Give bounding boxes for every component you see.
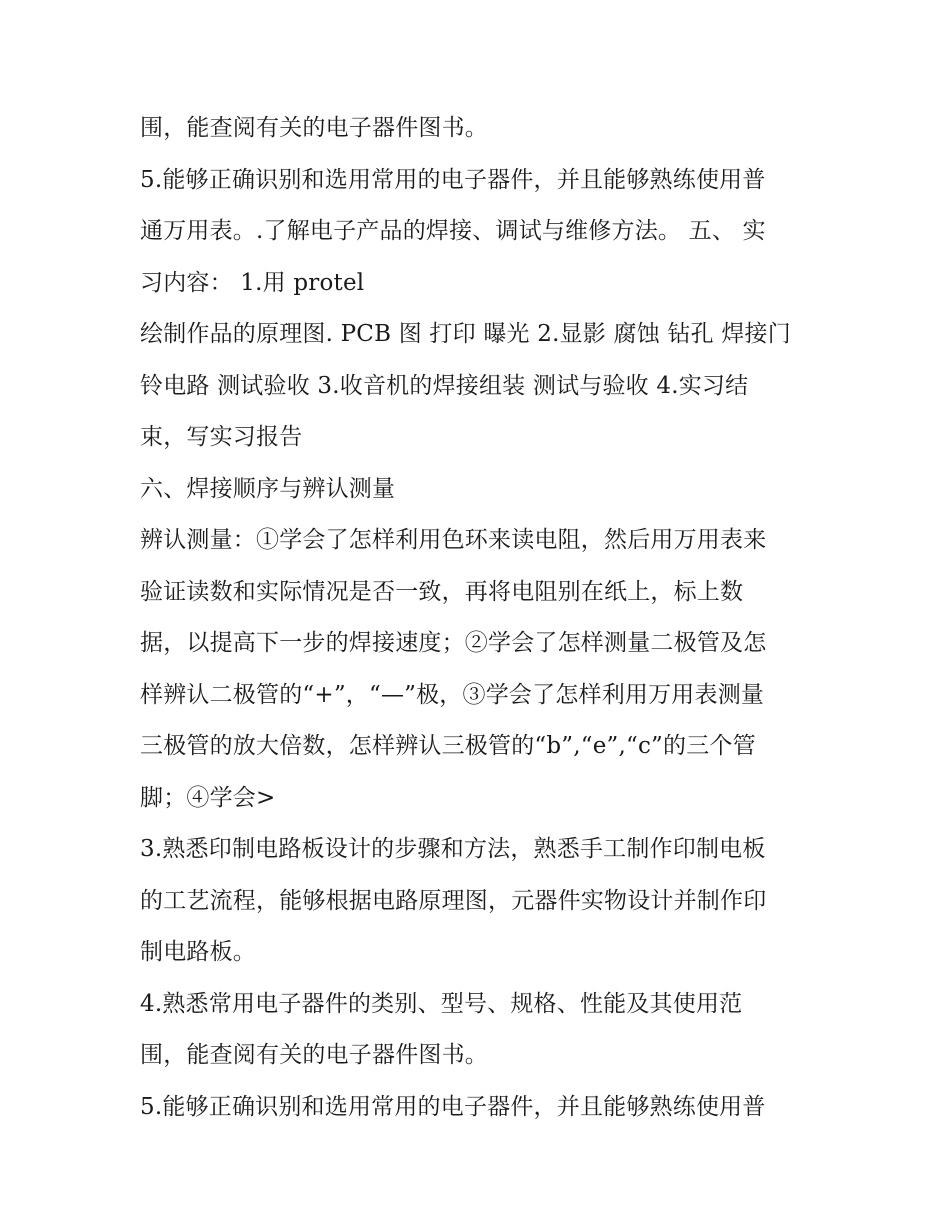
text-line: 3.熟悉印制电路板设计的步骤和方法，熟悉手工制作印制电板	[140, 836, 766, 862]
section-heading: 六、焊接顺序与辨认测量	[140, 475, 396, 502]
text-line: 三极管的放大倍数，怎样辨认三极管的“b”,“e”,“c”的三个管	[140, 733, 756, 759]
text-line: 绘制作品的原理图. PCB 图 打印 曝光 2.显影 腐蚀 钻孔 焊接门	[140, 321, 791, 347]
text-line: 5.能够正确识别和选用常用的电子器件，并且能够熟练使用普	[140, 1093, 766, 1120]
text-line: 铃电路 测试验收 3.收音机的焊接组装 测试与验收 4.实习结	[140, 372, 749, 399]
text-line: 围，能查阅有关的电子器件图书。	[140, 115, 488, 141]
document-body	[140, 103, 820, 1133]
text-line: 通万用表。.了解电子产品的焊接、调试与维修方法。 五、 实	[140, 218, 766, 244]
text-line: 习内容： 1.用 protel	[140, 269, 365, 296]
text-line: 围，能查阅有关的电子器件图书。	[140, 1042, 488, 1068]
text-line: 脚；④学会>	[140, 784, 276, 811]
text-line: 的工艺流程，能够根据电路原理图，元器件实物设计并制作印	[140, 887, 767, 914]
text-line: 5.能够正确识别和选用常用的电子器件，并且能够熟练使用普	[140, 166, 766, 193]
text-line: 据，以提高下一步的焊接速度；②学会了怎样测量二极管及怎	[140, 630, 767, 656]
text-line: 辨认测量：①学会了怎样利用色环来读电阻，然后用万用表来	[140, 527, 767, 553]
text-line: 验证读数和实际情况是否一致，再将电阻别在纸上，标上数	[140, 578, 744, 605]
text-line: 制电路板。	[140, 939, 256, 965]
text-line: 4.熟悉常用电子器件的类别、型号、规格、性能及其使用范	[140, 990, 743, 1017]
text-line: 样辨认二极管的“+”，“—”极，③学会了怎样利用万用表测量	[140, 681, 765, 708]
text-line: 束，写实习报告	[140, 424, 303, 450]
